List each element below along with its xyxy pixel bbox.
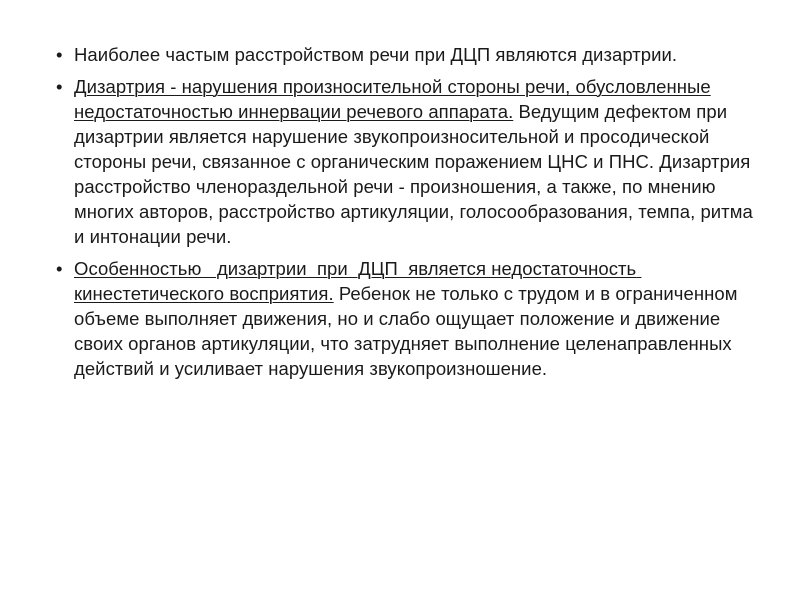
bullet-mark-icon: • bbox=[56, 258, 63, 279]
bullet-mark-icon: • bbox=[56, 76, 63, 97]
bullet-text: Наиболее частым расстройством речи при ДЦП являются дизартрии. bbox=[74, 44, 678, 65]
bullet-underlined-text: Дизартрия - нарушения произносительной стороны речи, обусловленные недостаточностью иннервации речевого аппарата. bbox=[74, 76, 711, 122]
bullet-item-2 bbox=[56, 74, 756, 249]
bullet-item-3 bbox=[56, 256, 756, 381]
bullet-item-1 bbox=[56, 42, 756, 67]
bullet-text: Ребенок не только с трудом и в ограниченном объеме выполняет движения, но и слабо ощущает положение и движение своих органов артикуляции, что затрудняет выполнение целенаправленных действий и усиливает нарушения звукопроизношение. bbox=[74, 283, 738, 379]
bullet-text: Ведущим дефектом при дизартрии является нарушение звукопроизносительной и просодической стороны речи, связанное с органическим поражением ЦНС и ПНС. Дизартрия расстройство членораздельной речи - произношения, а также, по мнению многих авторов, расстройство артикуляции, голосообразования, темпа, ритма и интонации речи. bbox=[74, 101, 753, 247]
bullet-mark-icon: • bbox=[56, 44, 63, 65]
bullet-underlined-text: Особенностью дизартрии при ДЦП является недостаточность кинестетического восприятия. bbox=[74, 258, 642, 304]
slide-content bbox=[56, 42, 756, 388]
